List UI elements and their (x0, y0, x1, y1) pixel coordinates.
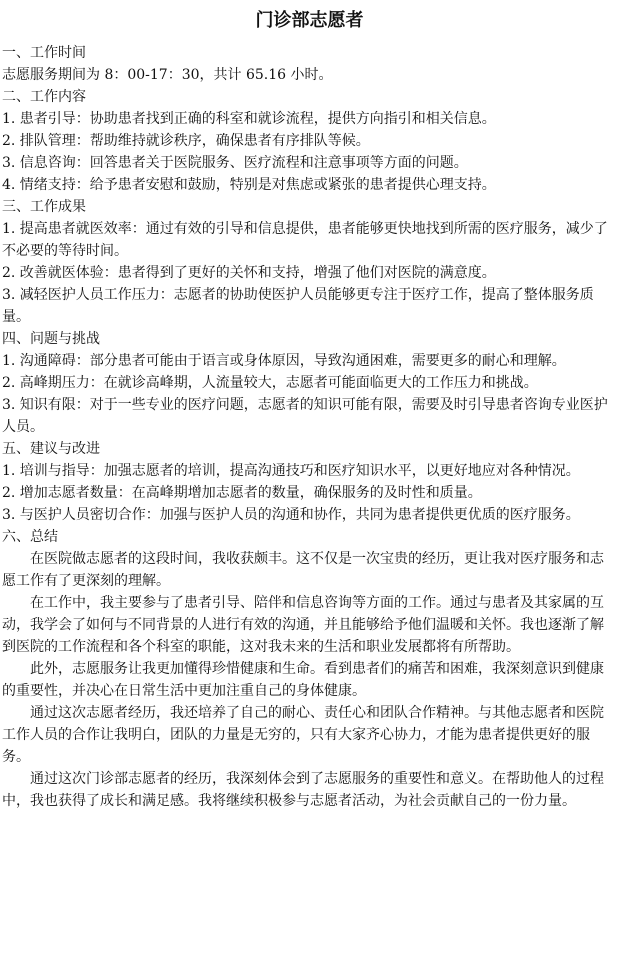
list-item: 4. 情绪支持：给予患者安慰和鼓励，特别是对焦虑或紧张的患者提供心理支持。 (2, 177, 496, 193)
list-item: 2. 排队管理：帮助维持就诊秩序，确保患者有序排队等候。 (2, 133, 370, 149)
text-line: 志愿服务期间为 8：00-17：30，共计 65.16 小时。 (2, 67, 333, 83)
paragraph: 在医院做志愿者的这段时间，我收获颇丰。这不仅是一次宝贵的经历，更让我对医疗服务和志愿工作有了更深刻的理解。 (2, 551, 604, 589)
section-heading: 五、建议与改进 (2, 441, 100, 457)
list-item: 1. 沟通障碍：部分患者可能由于语言或身体原因，导致沟通困难，需要更多的耐心和理解。 (2, 353, 566, 369)
section-work-content (2, 86, 617, 196)
section-suggestions (2, 438, 617, 526)
section-heading: 一、工作时间 (2, 45, 86, 61)
section-heading: 六、总结 (2, 529, 58, 545)
list-item: 3. 知识有限：对于一些专业的医疗问题，志愿者的知识可能有限，需要及时引导患者咨询专业医护人员。 (2, 397, 608, 435)
list-item: 3. 减轻医护人员工作压力：志愿者的协助使医护人员能够更专注于医疗工作，提高了整体服务质量。 (2, 287, 594, 325)
paragraph: 此外，志愿服务让我更加懂得珍惜健康和生命。看到患者们的痛苦和困难，我深刻意识到健康的重要性，并决心在日常生活中更加注重自己的身体健康。 (2, 661, 604, 699)
section-work-results (2, 196, 617, 328)
section-heading: 三、工作成果 (2, 199, 86, 215)
section-work-time (2, 42, 617, 86)
list-item: 2. 增加志愿者数量：在高峰期增加志愿者的数量，确保服务的及时性和质量。 (2, 485, 482, 501)
paragraph: 通过这次志愿者经历，我还培养了自己的耐心、责任心和团队合作精神。与其他志愿者和医院工作人员的合作让我明白，团队的力量是无穷的，只有大家齐心协力，才能为患者提供更好的服务。 (2, 705, 604, 765)
list-item: 2. 改善就医体验：患者得到了更好的关怀和支持，增强了他们对医院的满意度。 (2, 265, 496, 281)
list-item: 1. 培训与指导：加强志愿者的培训，提高沟通技巧和医疗知识水平，以更好地应对各种情况。 (2, 463, 580, 479)
list-item: 1. 患者引导：协助患者找到正确的科室和就诊流程，提供方向指引和相关信息。 (2, 111, 496, 127)
list-item: 1. 提高患者就医效率：通过有效的引导和信息提供，患者能够更快地找到所需的医疗服务，减少了不必要的等待时间。 (2, 221, 608, 259)
list-item: 2. 高峰期压力：在就诊高峰期，人流量较大，志愿者可能面临更大的工作压力和挑战。 (2, 375, 538, 391)
section-problems (2, 328, 617, 438)
section-heading: 二、工作内容 (2, 89, 86, 105)
list-item: 3. 与医护人员密切合作：加强与医护人员的沟通和协作，共同为患者提供更优质的医疗服务。 (2, 507, 580, 523)
section-summary (2, 526, 617, 812)
paragraph: 通过这次门诊部志愿者的经历，我深刻体会到了志愿服务的重要性和意义。在帮助他人的过程中，我也获得了成长和满足感。我将继续积极参与志愿者活动，为社会贡献自己的一份力量。 (2, 771, 604, 809)
paragraph: 在工作中，我主要参与了患者引导、陪伴和信息咨询等方面的工作。通过与患者及其家属的互动，我学会了如何与不同背景的人进行有效的沟通，并且能够给予他们温暖和关怀。我也逐渐了解到医院的工作流程和各个科室的职能，这对我未来的生活和职业发展都将有所帮助。 (2, 595, 604, 655)
section-heading: 四、问题与挑战 (2, 331, 100, 347)
list-item: 3. 信息咨询：回答患者关于医院服务、医疗流程和注意事项等方面的问题。 (2, 155, 468, 171)
document-title: 门诊部志愿者 (255, 10, 364, 31)
